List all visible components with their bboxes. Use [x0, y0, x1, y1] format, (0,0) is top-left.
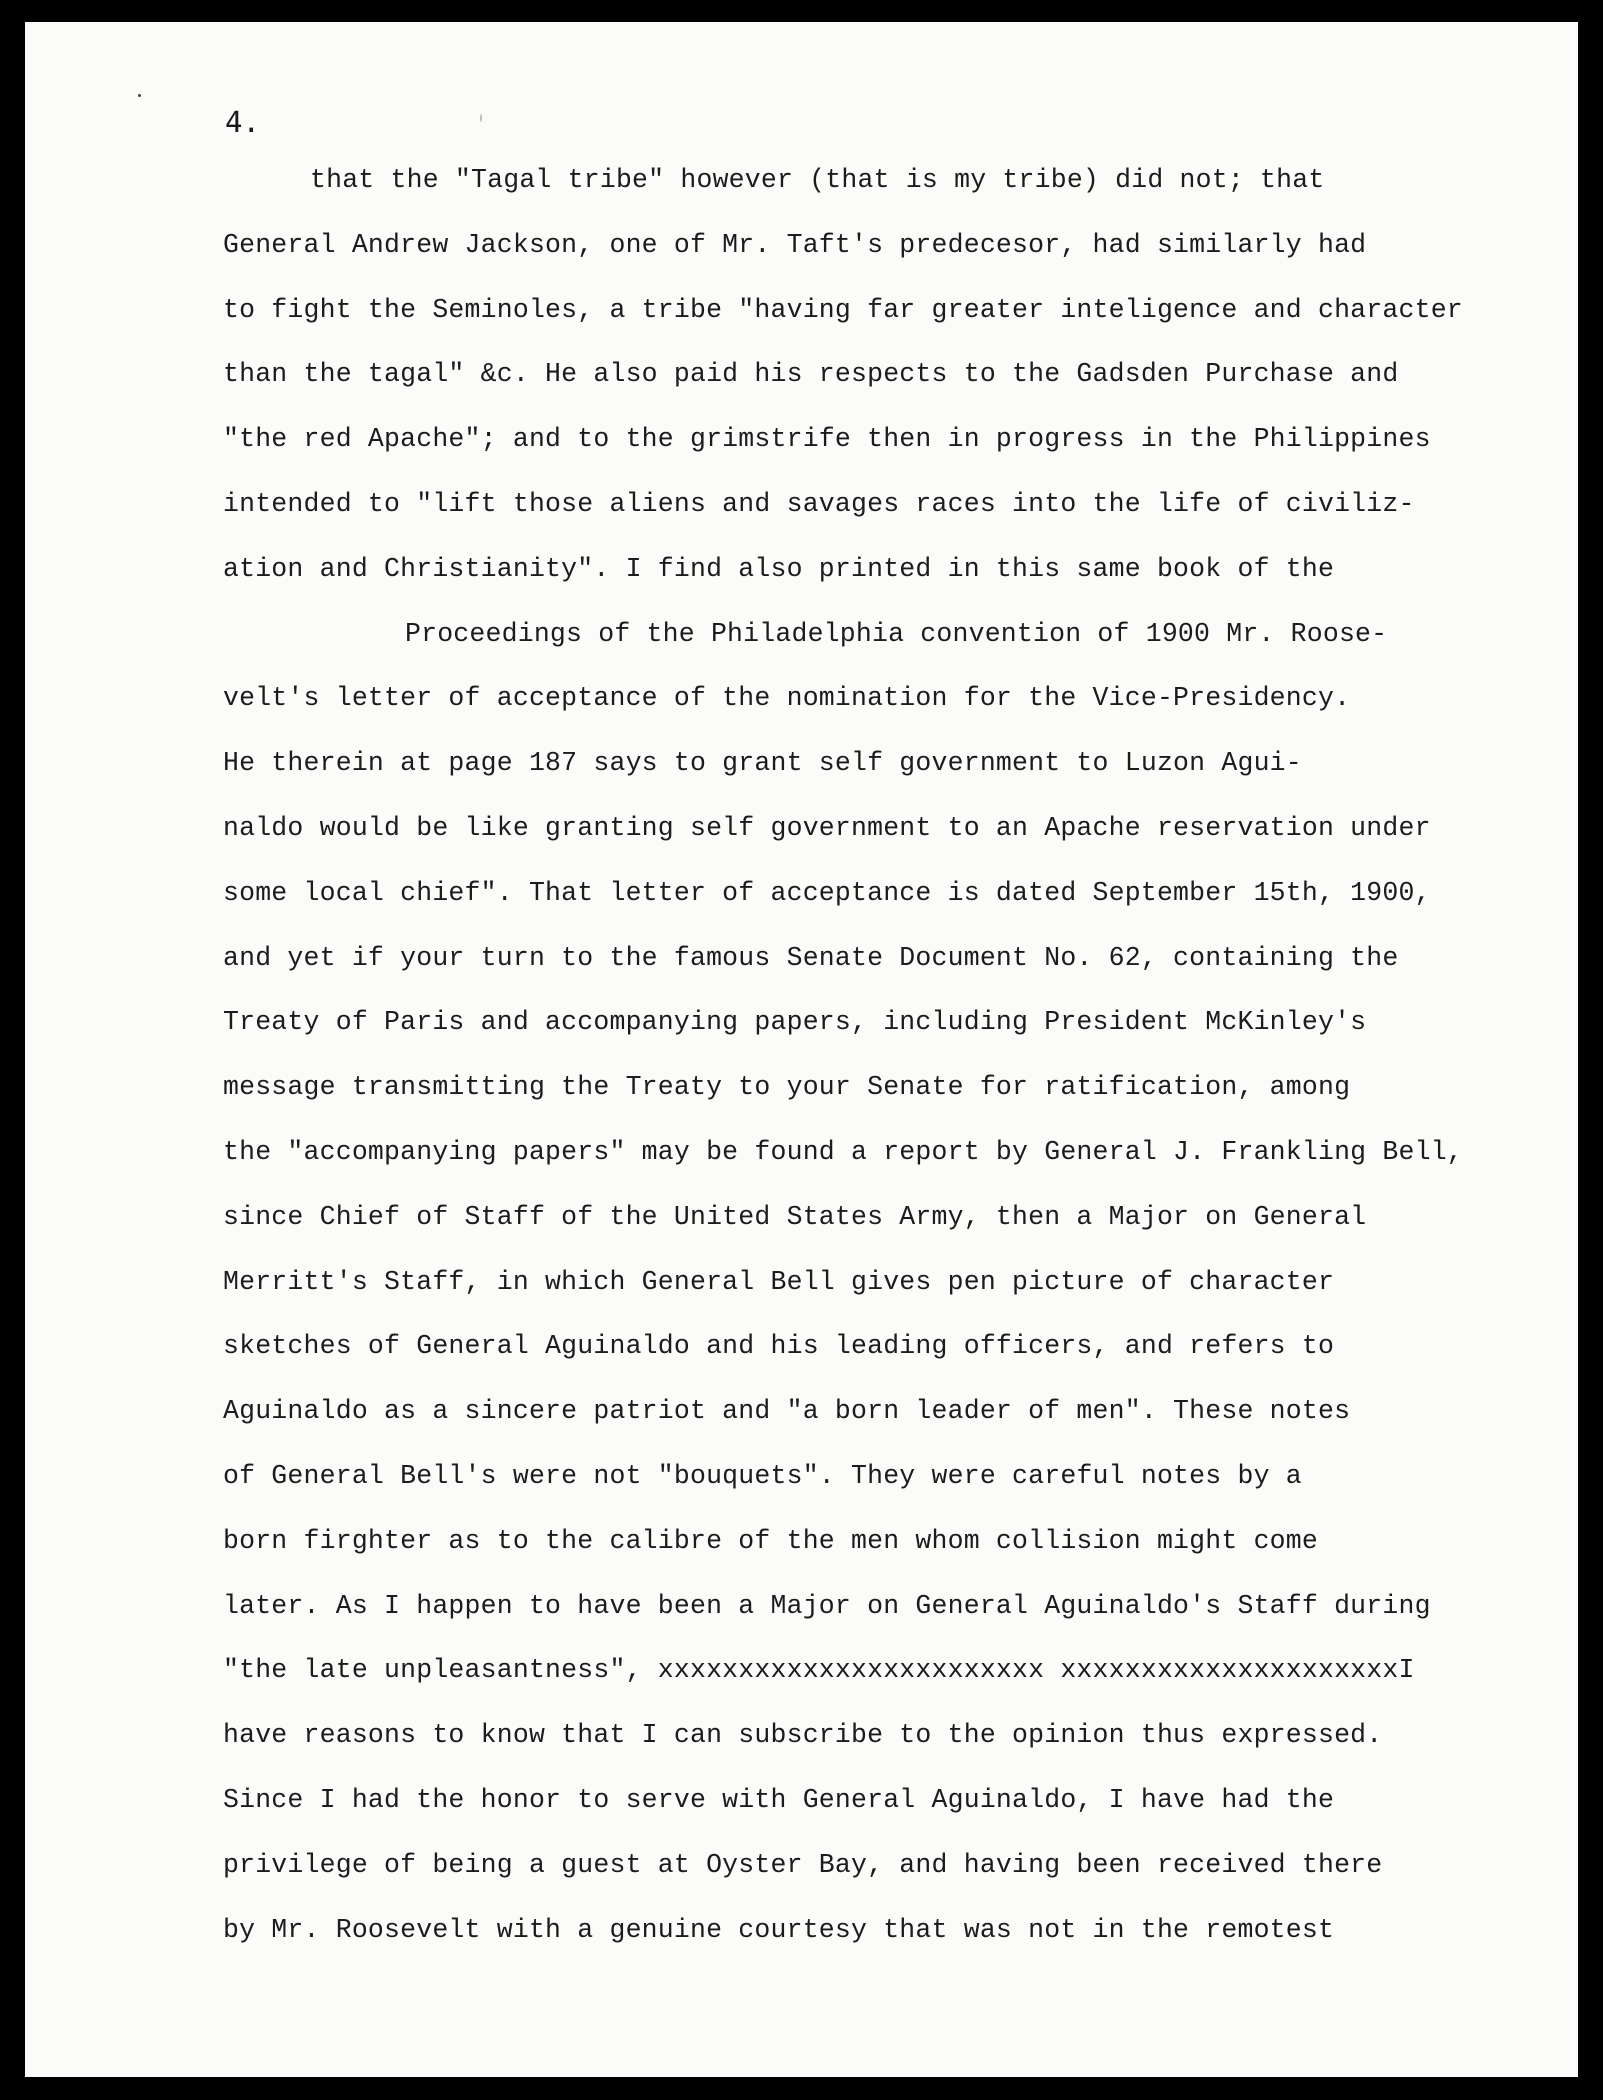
text-line: of General Bell's were not "bouquets". They were careful notes by a: [223, 1461, 1302, 1491]
text-line: born firghter as to the calibre of the men whom collision might come: [223, 1526, 1318, 1556]
text-line: message transmitting the Treaty to your Senate for ratification, among: [223, 1072, 1351, 1102]
page-number: 4.: [225, 105, 260, 139]
text-line: since Chief of Staff of the United States Army, then a Major on General: [223, 1202, 1367, 1232]
body-text: [25, 22, 1578, 2077]
text-line: "the red Apache"; and to the grimstrife then in progress in the Philippines: [223, 424, 1431, 454]
text-line: "the late unpleasantness", xxxxxxxxxxxxxxxxxxxxxxxx xxxxxxxxxxxxxxxxxxxxxI: [223, 1655, 1415, 1685]
text-line: privilege of being a guest at Oyster Bay, and having been received there: [223, 1850, 1383, 1880]
text-line: have reasons to know that I can subscribe to the opinion thus expressed.: [223, 1720, 1383, 1750]
text-line: sketches of General Aguinaldo and his leading officers, and refers to: [223, 1331, 1335, 1361]
text-line: by Mr. Roosevelt with a genuine courtesy that was not in the remotest: [223, 1915, 1335, 1945]
text-line: Treaty of Paris and accompanying papers, including President McKinley's: [223, 1007, 1367, 1037]
text-line: that the "Tagal tribe" however (that is my tribe) did not; that: [310, 165, 1325, 195]
text-line: Merritt's Staff, in which General Bell gives pen picture of character: [223, 1267, 1335, 1297]
text-line: than the tagal" &c. He also paid his respects to the Gadsden Purchase and: [223, 359, 1399, 389]
text-line: ation and Christianity". I find also printed in this same book of the: [223, 554, 1335, 584]
text-line: General Andrew Jackson, one of Mr. Taft's predecesor, had similarly had: [223, 230, 1367, 260]
text-line: Aguinaldo as a sincere patriot and "a born leader of men". These notes: [223, 1396, 1351, 1426]
text-line: velt's letter of acceptance of the nomination for the Vice-Presidency.: [223, 683, 1351, 713]
text-line: later. As I happen to have been a Major on General Aguinaldo's Staff during: [223, 1591, 1431, 1621]
document-page: [25, 22, 1578, 2077]
text-line: the "accompanying papers" may be found a report by General J. Frankling Bell,: [223, 1137, 1463, 1167]
text-line: Proceedings of the Philadelphia convention of 1900 Mr. Roose-: [405, 619, 1388, 649]
text-line: Since I had the honor to serve with General Aguinaldo, I have had the: [223, 1785, 1335, 1815]
text-line: naldo would be like granting self government to an Apache reservation under: [223, 813, 1431, 843]
text-line: and yet if your turn to the famous Senate Document No. 62, containing the: [223, 943, 1399, 973]
text-line: to fight the Seminoles, a tribe "having far greater inteligence and character: [223, 295, 1463, 325]
text-line: intended to "lift those aliens and savages races into the life of civiliz-: [223, 489, 1415, 519]
text-line: some local chief". That letter of acceptance is dated September 15th, 1900,: [223, 878, 1431, 908]
text-line: He therein at page 187 says to grant self government to Luzon Agui-: [223, 748, 1302, 778]
